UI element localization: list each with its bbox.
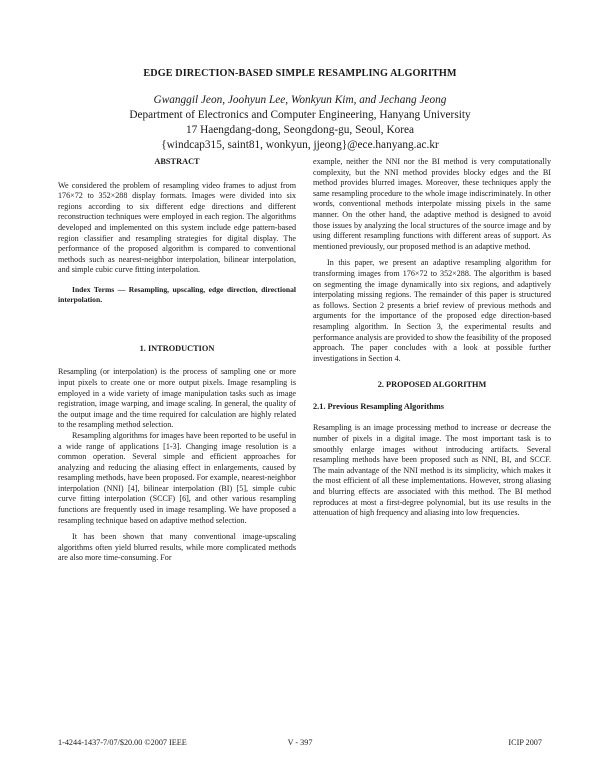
intro-paragraph-3: It has been shown that many conventional image-upscaling algorithms often yield blurred results, while more complicated methods are also more time-consuming. For <box>58 532 296 563</box>
right-column <box>313 157 551 519</box>
right-paragraph-3: Resampling is an image processing method to increase or decrease the number of pixels in a digital image. The most important task is to smoothly enlarge images without introducing artifacts. Several resampling methods have been proposed such as NNI, BI, and SCCF. The main advantage of the NNI method is its simplicity, which makes it the most efficient of all these implementations. However, strong aliasing and blurring effects are associated with this method. The BI method reproduces at most a first-degree polynomial, but its use results in the attenuation of high frequency and aliasing into low frequencies. <box>313 423 551 518</box>
intro-paragraph-1: Resampling (or interpolation) is the process of sampling one or more input pixels to create one or more output pixels. Image resampling is employed in a wide variety of image manipulation tasks such as image registration, image warping, and image scaling. In general, the quality of the output image and the time required for calculation are highly related to the resampling method selection. <box>58 367 296 430</box>
author-names: Gwanggil Jeon, Joohyun Lee, Wonkyun Kim, and Jechang Jeong <box>153 94 447 106</box>
index-terms: Index Terms — Resampling, upscaling, edge direction, directional interpolation. <box>58 284 296 305</box>
abstract-heading: ABSTRACT <box>154 157 200 166</box>
author-block <box>0 93 600 153</box>
affiliation: Department of Electronics and Computer Engineering, Hanyang University <box>129 109 471 121</box>
footer-page-number: V - 397 <box>287 738 313 747</box>
address: 17 Haengdang-dong, Seongdong-gu, Seoul, Korea <box>185 124 415 136</box>
intro-paragraph-2: Resampling algorithms for images have been reported to be useful in a wide range of applications [1-3]. Changing image resolution is a common operation. Several simple and efficient approaches for analyzing and reducing the aliasing effect in enlargements, caused by resampling methods, have been proposed. For example, nearest-neighbor interpolation (NNI) [4], bilinear interpolation (BI) [5], simple cubic curve fitting interpolation (SCCF) [6], and other various resampling functions are frequently used in image resampling. We have proposed a resampling technique based on adaptive method selection. <box>58 430 296 525</box>
section2-heading: 2. PROPOSED ALGORITHM <box>377 380 487 390</box>
right-paragraph-2: In this paper, we present an adaptive resampling algorithm for transforming images from 176×72 to 352×288. The algorithm is based on segmenting the image dynamically into six regions, and adaptively interpolating missing regions. The remainder of this paper is structured as follows. Section 2 presents a brief review of previous methods and arguments for the importance of the proposed edge direction-based resampling algorithm. In Section 3, the experimental results and performance analysis are provided to show the feasibility of the proposed approach. The paper concludes with a look at possible further investigations in Section 4. <box>313 258 551 363</box>
author-emails: {windcap315, saint81, wonkyun, jjeong}@ece.hanyang.ac.kr <box>161 139 439 151</box>
subsection-heading: 2.1. Previous Resampling Algorithms <box>313 401 444 411</box>
footer-copyright: 1-4244-1437-7/07/$20.00 ©2007 IEEE <box>58 738 187 747</box>
right-paragraph-1: example, neither the NNI nor the BI method is very computationally complexity, but the NNI method provides blocky edges and the BI method provides blurred images. Moreover, these techniques apply the same resampling procedure to the whole image indiscriminately. In other words, conventional methods interpolate missing pixels in the same manner. On the other hand, the adaptive method is designed to avoid those issues by analyzing the local structures of the source image and by using different resampling functions with different areas of support. As mentioned previously, our proposed method is an adaptive method. <box>313 157 551 251</box>
left-column <box>58 157 296 564</box>
abstract-text: We considered the problem of resampling video frames to adjust from 176×72 to 352×288 display formats. Images were divided into six regions according to six different edge directions and different reconstruction techniques were employed in each region. The algorithms developed and implemented on this system include edge pattern-based region classifier and resampling strategies for digital display. The performance of the proposed algorithm is compared to conventional methods such as nearest-neighbor interpolation, bilinear interpolation, and simple cubic curve fitting interpolation. <box>58 180 296 275</box>
footer-conference: ICIP 2007 <box>508 738 542 747</box>
introduction-heading: 1. INTRODUCTION <box>139 343 215 353</box>
paper-title: EDGE DIRECTION-BASED SIMPLE RESAMPLING ALGORITHM <box>143 68 457 79</box>
